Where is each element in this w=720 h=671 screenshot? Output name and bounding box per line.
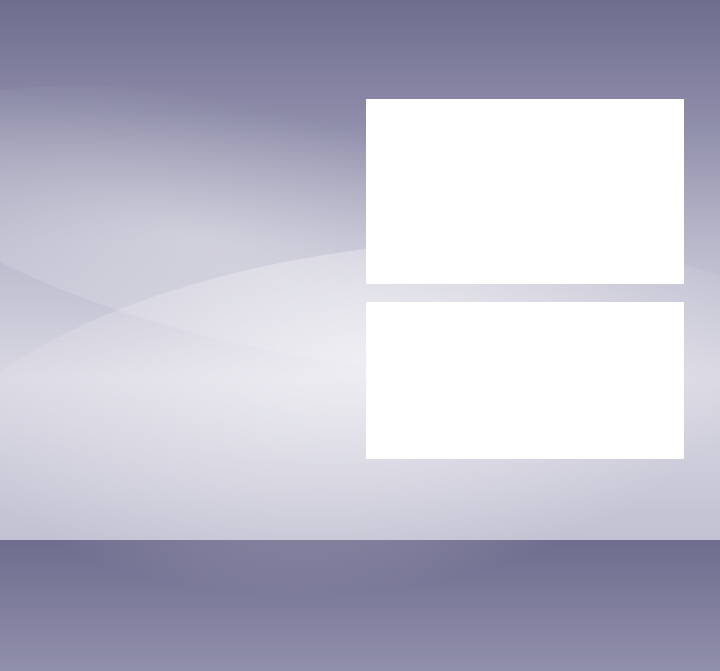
bullet-line bbox=[43, 98, 353, 108]
empty-cards-panel bbox=[366, 302, 684, 459]
stimulus-cards-panel bbox=[366, 99, 684, 284]
description-text bbox=[43, 98, 353, 126]
